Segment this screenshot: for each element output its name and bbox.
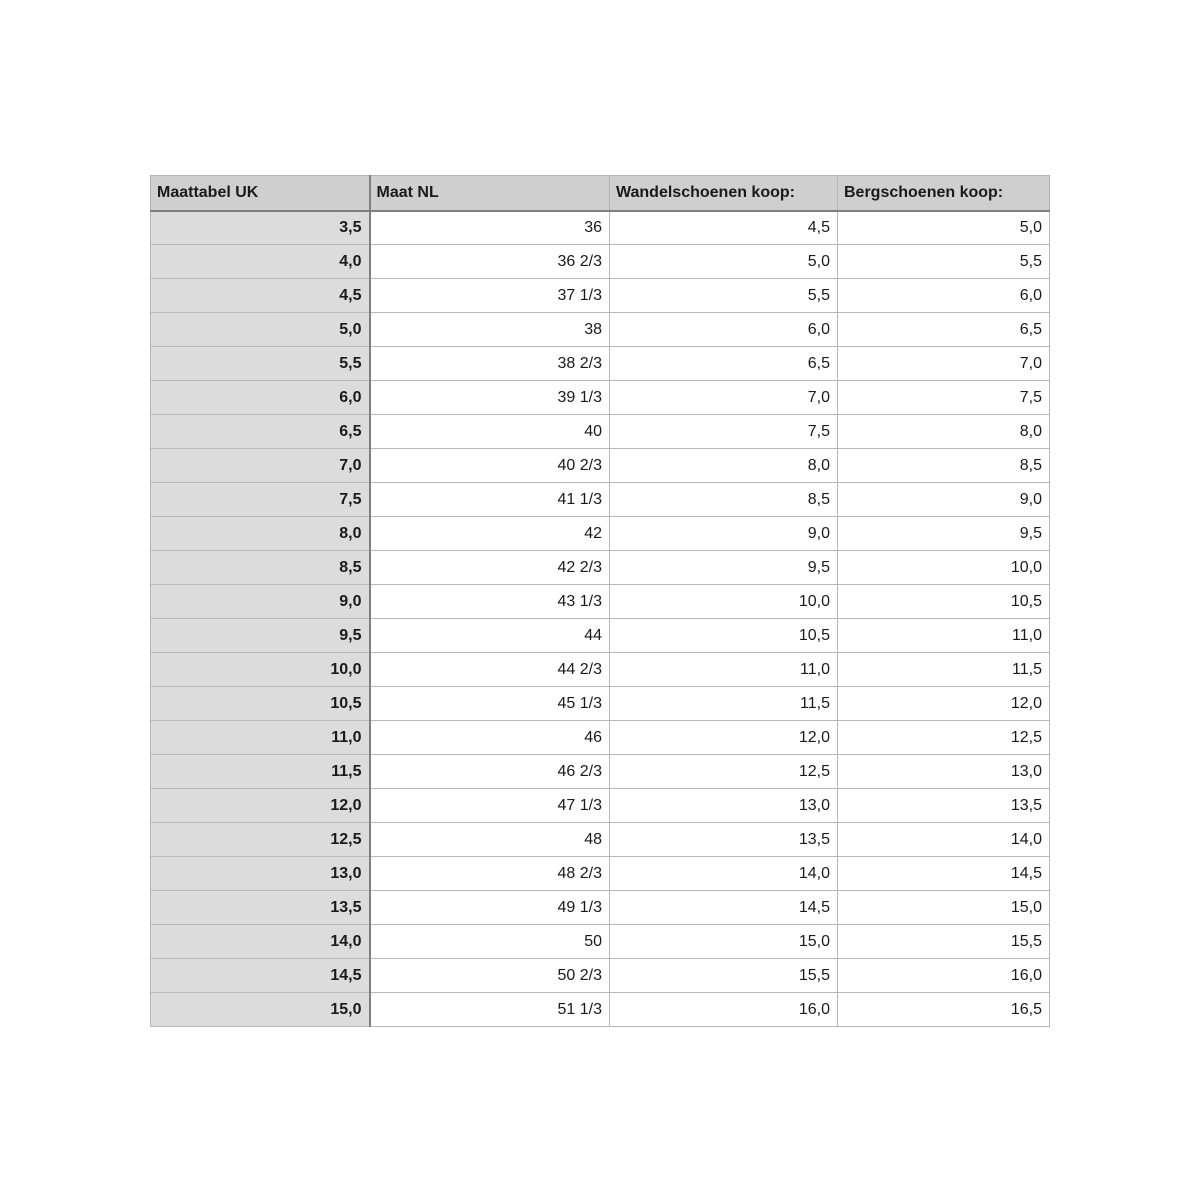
table-row [151,925,1050,959]
table-row [151,585,1050,619]
hiking-shoe-cell: 14,0 [610,857,838,891]
hiking-shoe-cell: 5,5 [610,279,838,313]
nl-size-cell: 42 2/3 [370,551,610,585]
uk-size-cell: 13,0 [151,857,370,891]
mountain-boot-cell: 13,5 [838,789,1050,823]
uk-size-cell: 3,5 [151,211,370,245]
uk-size-cell: 8,0 [151,517,370,551]
uk-size-cell: 13,5 [151,891,370,925]
table-row [151,551,1050,585]
hiking-shoe-cell: 10,0 [610,585,838,619]
nl-size-cell: 44 2/3 [370,653,610,687]
table-row [151,517,1050,551]
mountain-boot-cell: 16,5 [838,993,1050,1027]
hiking-shoe-cell: 15,5 [610,959,838,993]
mountain-boot-cell: 12,5 [838,721,1050,755]
size-chart-table [150,175,1050,1027]
table-row [151,381,1050,415]
nl-size-cell: 40 [370,415,610,449]
header-row [151,176,1050,211]
uk-size-cell: 7,5 [151,483,370,517]
uk-size-cell: 9,5 [151,619,370,653]
hiking-shoe-cell: 15,0 [610,925,838,959]
mountain-boot-cell: 13,0 [838,755,1050,789]
nl-size-cell: 40 2/3 [370,449,610,483]
mountain-boot-cell: 7,0 [838,347,1050,381]
uk-size-cell: 11,0 [151,721,370,755]
hiking-shoe-cell: 11,5 [610,687,838,721]
hiking-shoe-cell: 5,0 [610,245,838,279]
nl-size-cell: 48 [370,823,610,857]
uk-size-cell: 15,0 [151,993,370,1027]
uk-size-cell: 14,5 [151,959,370,993]
header-uk-size: Maattabel UK [151,176,370,211]
mountain-boot-cell: 10,0 [838,551,1050,585]
nl-size-cell: 38 2/3 [370,347,610,381]
uk-size-cell: 10,0 [151,653,370,687]
hiking-shoe-cell: 7,0 [610,381,838,415]
hiking-shoe-cell: 4,5 [610,211,838,245]
nl-size-cell: 43 1/3 [370,585,610,619]
uk-size-cell: 5,5 [151,347,370,381]
table-row [151,449,1050,483]
table-row [151,653,1050,687]
hiking-shoe-cell: 14,5 [610,891,838,925]
uk-size-cell: 9,0 [151,585,370,619]
hiking-shoe-cell: 6,5 [610,347,838,381]
mountain-boot-cell: 7,5 [838,381,1050,415]
nl-size-cell: 38 [370,313,610,347]
table-body [151,211,1050,1027]
mountain-boot-cell: 14,0 [838,823,1050,857]
mountain-boot-cell: 8,0 [838,415,1050,449]
mountain-boot-cell: 5,5 [838,245,1050,279]
nl-size-cell: 39 1/3 [370,381,610,415]
uk-size-cell: 7,0 [151,449,370,483]
mountain-boot-cell: 11,0 [838,619,1050,653]
table-row [151,347,1050,381]
table-row [151,857,1050,891]
header-hiking-shoes: Wandelschoenen koop: [610,176,838,211]
uk-size-cell: 14,0 [151,925,370,959]
uk-size-cell: 4,0 [151,245,370,279]
nl-size-cell: 48 2/3 [370,857,610,891]
nl-size-cell: 36 [370,211,610,245]
table-row [151,245,1050,279]
uk-size-cell: 6,5 [151,415,370,449]
nl-size-cell: 36 2/3 [370,245,610,279]
table-row [151,483,1050,517]
uk-size-cell: 10,5 [151,687,370,721]
hiking-shoe-cell: 10,5 [610,619,838,653]
mountain-boot-cell: 9,5 [838,517,1050,551]
nl-size-cell: 47 1/3 [370,789,610,823]
mountain-boot-cell: 12,0 [838,687,1050,721]
table-row [151,313,1050,347]
mountain-boot-cell: 10,5 [838,585,1050,619]
header-mountain-boots: Bergschoenen koop: [838,176,1050,211]
mountain-boot-cell: 11,5 [838,653,1050,687]
table-row [151,279,1050,313]
mountain-boot-cell: 15,0 [838,891,1050,925]
hiking-shoe-cell: 12,5 [610,755,838,789]
mountain-boot-cell: 8,5 [838,449,1050,483]
hiking-shoe-cell: 11,0 [610,653,838,687]
nl-size-cell: 49 1/3 [370,891,610,925]
uk-size-cell: 4,5 [151,279,370,313]
nl-size-cell: 50 [370,925,610,959]
hiking-shoe-cell: 13,0 [610,789,838,823]
nl-size-cell: 46 2/3 [370,755,610,789]
header-nl-size: Maat NL [370,176,610,211]
hiking-shoe-cell: 13,5 [610,823,838,857]
hiking-shoe-cell: 8,5 [610,483,838,517]
uk-size-cell: 12,0 [151,789,370,823]
table-row [151,687,1050,721]
uk-size-cell: 11,5 [151,755,370,789]
hiking-shoe-cell: 9,5 [610,551,838,585]
table-row [151,789,1050,823]
table-row [151,891,1050,925]
uk-size-cell: 12,5 [151,823,370,857]
table-row [151,211,1050,245]
hiking-shoe-cell: 6,0 [610,313,838,347]
hiking-shoe-cell: 16,0 [610,993,838,1027]
mountain-boot-cell: 6,5 [838,313,1050,347]
uk-size-cell: 5,0 [151,313,370,347]
nl-size-cell: 44 [370,619,610,653]
table-row [151,415,1050,449]
table-row [151,959,1050,993]
nl-size-cell: 42 [370,517,610,551]
mountain-boot-cell: 16,0 [838,959,1050,993]
nl-size-cell: 41 1/3 [370,483,610,517]
nl-size-cell: 45 1/3 [370,687,610,721]
hiking-shoe-cell: 9,0 [610,517,838,551]
hiking-shoe-cell: 7,5 [610,415,838,449]
hiking-shoe-cell: 12,0 [610,721,838,755]
mountain-boot-cell: 15,5 [838,925,1050,959]
mountain-boot-cell: 6,0 [838,279,1050,313]
uk-size-cell: 6,0 [151,381,370,415]
table-row [151,993,1050,1027]
hiking-shoe-cell: 8,0 [610,449,838,483]
nl-size-cell: 50 2/3 [370,959,610,993]
mountain-boot-cell: 9,0 [838,483,1050,517]
nl-size-cell: 51 1/3 [370,993,610,1027]
nl-size-cell: 37 1/3 [370,279,610,313]
table-row [151,619,1050,653]
mountain-boot-cell: 14,5 [838,857,1050,891]
nl-size-cell: 46 [370,721,610,755]
uk-size-cell: 8,5 [151,551,370,585]
table-row [151,721,1050,755]
mountain-boot-cell: 5,0 [838,211,1050,245]
table-row [151,823,1050,857]
table-row [151,755,1050,789]
